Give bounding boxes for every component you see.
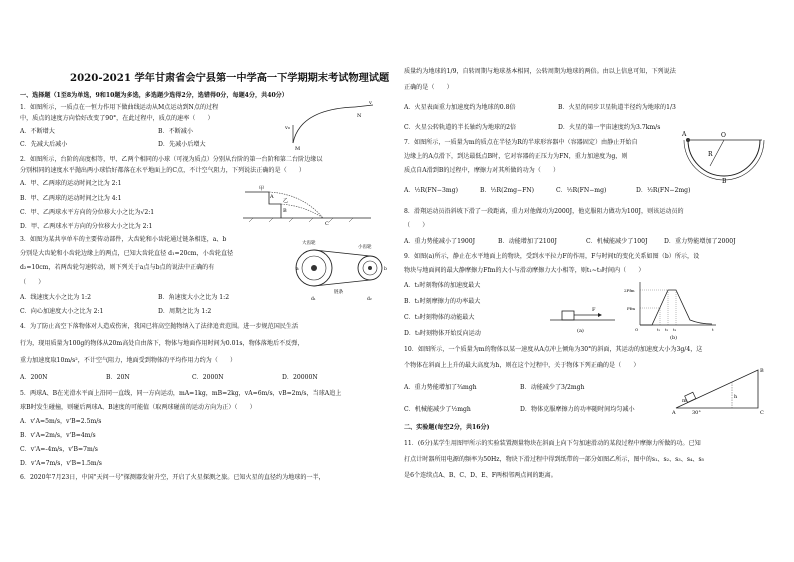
q4-line-1: 4．为了防止高空下落物体对人造成伤害，我国已将高空抛物纳入了法律追责范围。进一步规范国民生活 (20, 323, 299, 330)
q10-option-c: C．机械能减少了½mgh (404, 406, 471, 413)
fig3-label-small: 小齿轮 (358, 245, 372, 250)
fig7-label-r: R (708, 151, 713, 158)
fig2-label-c: C (325, 221, 329, 227)
fig9-label-b: (b) (670, 335, 678, 340)
q7-option-a: A．½R(FN−3mg) (404, 187, 458, 194)
q1-option-b: B．不断减小 (158, 128, 193, 135)
q7-option-d: D．½R(FN−2mg) (636, 187, 691, 194)
fig9-label-2ffm: 2Ffm (624, 288, 635, 293)
fig9-label-ffm: Ffm (627, 306, 636, 311)
q6-option-c: C．火星公转轨道的半长轴约为地球的2倍 (404, 124, 517, 131)
q11-line-1: 11．(6分)某学生用图甲所示的实验装置测量物块在斜面上向下匀加速滑动的某段过程中摩擦力所做的功。已知 (404, 440, 701, 447)
q5-option-a: A．v'A=5m/s，v'B=2.5m/s (20, 418, 102, 425)
fig1-label-v0: v₀ (285, 125, 290, 131)
q7-option-b: B．½R(2mg−FN) (480, 187, 535, 194)
fig3-label-d1: d₁ (311, 297, 316, 302)
figure-7-bowl (680, 128, 770, 184)
q8-option-d: D．重力势能增加了2000J (664, 238, 736, 245)
q4-line-2: 行为，现用质量为100g的物体从20m高处自由落下，物体与地面作用时间为0.01s，物体落地后不反弹， (20, 340, 304, 347)
q6-cont-line-1: 质量约为地球的1/9，自转周期与地球基本相同，公转周期为地球的两倍。由以上信息可知，下列说法 (404, 68, 676, 75)
q9-option-a: A．t₂时刻物体的加速度最大 (404, 282, 481, 289)
section-1-heading: 一、选择题（1至8为单选，9和10题为多选，多选题少选得2分，选错得0分，每题4分，共40分） (20, 92, 288, 99)
q8-line-2: （ ） (404, 222, 429, 229)
figure-1-curve (285, 97, 380, 157)
q2-line-1: 2．如图所示，台阶的高度相等，甲、乙两个相同的小球（可视为质点）分别从台阶的第一台阶和第二台阶边缘以 (20, 156, 323, 163)
fig1-label-v: v (369, 100, 372, 106)
figure-9-force (540, 280, 720, 340)
q3-line-1: 3．如图为某共享单车的主要传动部件，大齿轮和小齿轮通过链条相连，a、b (20, 236, 227, 243)
q2-option-a: A．甲、乙两球的运动时间之比为 2:1 (20, 180, 122, 187)
q2-option-d: D．甲、乙两球水平方向的分位移大小之比为 2:1 (20, 223, 153, 230)
q5-line-1: 5．两球A、B在光滑水平面上沿同一直线，同一方向运动，mA=1kg，mB=2kg，vA=6m/s，vB=2m/s，当球A追上 (20, 390, 342, 397)
q5-option-b: B．v'A=2m/s，v'B=4m/s (20, 432, 96, 439)
q9-line-2: 物块与地面间的最大静摩擦力Ffm的大小与滑动摩擦力大小相等，则t₁~t₃时间内（ ） (404, 267, 645, 274)
q7-option-c: C．½R(FN−mg) (556, 187, 607, 194)
q6-cont-line-2: 正确的是（ ） (404, 84, 453, 91)
q11-line-3: 是6个连续点A、B、C、D、E、F两相邻两点间的距离。 (404, 472, 557, 479)
q9-line-1: 9．如图(a)所示，静止在水平地面上的物块，受到水平拉力F的作用，F与时间t的变化关系如图（b）所示，设 (404, 253, 700, 260)
q5-line-2: 球B时发生碰撞，则碰后两球A、B速度的可能值（取两球碰前的运动方向为正）（ ） (20, 404, 256, 411)
q6-option-b: B．火星的同步卫星轨道半径约为地球的1/3 (558, 104, 676, 111)
fig9-label-t3: t₃ (673, 327, 677, 332)
q4-option-d: D．20000N (282, 374, 318, 381)
q10-option-d: D．物体克服摩擦力的功率随时间均匀减小 (520, 406, 635, 413)
fig2-label-b: B (283, 208, 287, 214)
fig10-label-angle: 30° (692, 410, 701, 416)
q10-line-2: 个物体在斜面上上升的最大高度为h，则在这个过程中，关于物体下列正确的是（ ） (404, 362, 640, 369)
fig9-label-t: t (712, 327, 714, 332)
fig10-label-c: C (760, 410, 764, 416)
q3-line-4: （ ） (20, 279, 45, 286)
q10-option-b: B．动能减少了3/2mgh (520, 384, 585, 391)
q3-option-a: A．线速度大小之比为 1:2 (20, 294, 91, 301)
fig7-label-a: A (682, 131, 687, 138)
fig3-label-d2: d₂ (367, 297, 372, 302)
q3-option-c: C．向心加速度大小之比为 2:1 (20, 308, 104, 315)
q7-line-2: 边缘上的A点滑下，到达最低点B时，它对容器的正压力为FN，重力加速度为g，则 (404, 153, 628, 160)
q4-option-b: B．20N (106, 374, 130, 381)
q2-line-2: 分别相同的速度水平抛出两小球恰好都落在水平地面上的C点，不计空气阻力，下列说法正确的是（ ） (20, 167, 305, 174)
fig3-label-chain: 链条 (334, 290, 343, 295)
q4-option-a: A．200N (20, 374, 48, 381)
section-2-heading: 二、实验题(每空2分，共16分) (404, 424, 490, 431)
q5-option-c: C．v'A=-4m/s，v'B=7m/s (20, 446, 98, 453)
fig9-label-f: F (592, 307, 596, 313)
fig3-label-big: 大齿轮 (302, 241, 316, 246)
figure-2-steps (243, 180, 373, 240)
q10-line-1: 10．如图所示，一个质量为m的物体以某一速度从A点冲上倾角为30°的斜面，其运动的加速度大小为3g/4，这 (404, 346, 703, 353)
q3-line-2: 分别是大齿轮和小齿轮边缘上的两点，已知大齿轮直径 d₁=20cm，小齿轮直径 (20, 250, 234, 257)
q6-line-1: 6．2020年7月23日，中国"天问一号"探测器发射升空，开启了火星探测之旅。已知火星的直径约为地球的一半， (20, 474, 325, 481)
fig2-label-a: A (270, 194, 274, 200)
q3-line-3: d₂=10cm，若两齿轮匀速转动，则下列关于a点与b点的说法中正确的有 (20, 264, 215, 271)
fig9-label-o: O (635, 327, 639, 332)
fig10-label-h: h (734, 394, 738, 400)
fig9-label-a: (a) (577, 328, 584, 334)
q8-line-1: 8．滑翔运动员沿斜坡下滑了一段距离，重力对他做功为2000J，他克服阻力做功为100J，则该运动员的 (404, 208, 684, 215)
fig7-label-o: O (721, 132, 726, 139)
q9-option-c: C．t₃时刻物体的动能最大 (404, 314, 475, 321)
q9-option-b: B．t₂时刻摩擦力的功率最大 (404, 298, 481, 305)
fig3-label-b: b (384, 267, 387, 272)
q3-option-d: D．周期之比为 1:2 (158, 308, 212, 315)
fig1-label-n: N (357, 113, 362, 119)
q2-option-c: C．甲、乙两球水平方向的分位移大小之比为√2:1 (20, 209, 155, 216)
q4-option-c: C．2000N (192, 374, 224, 381)
fig10-label-b: B (760, 368, 764, 374)
q7-line-1: 7．如图所示，一质量为m的质点在半径为R的半球形容器中（容器固定）由静止开始自 (404, 139, 638, 146)
q1-option-a: A．不断增大 (20, 128, 55, 135)
q5-option-d: D．v'A=7m/s，v'B=1.5m/s (20, 460, 102, 467)
fig1-label-m: M (295, 146, 301, 152)
page-title: 2020-2021 学年甘肃省会宁县第一中学高一下学期期末考试物理试题 (70, 72, 390, 84)
fig9-label-t2: t₂ (665, 327, 669, 332)
q8-option-c: C．机械能减少了100J (586, 238, 648, 245)
figure-10-incline (672, 364, 772, 416)
q1-option-d: D．先减小后增大 (158, 141, 206, 148)
q9-option-d: D．t₃时刻物体开始反向运动 (404, 330, 481, 337)
q8-option-b: B．动能增加了2100J (498, 238, 557, 245)
q6-option-d: D．火星的第一宇宙速度约为3.7km/s (558, 124, 661, 131)
q10-option-a: A．重力势能增加了¾mgh (404, 384, 477, 391)
fig3-label-a: a (296, 267, 299, 272)
figure-3-gears (292, 236, 400, 304)
fig2-label-yi: 乙 (283, 198, 289, 204)
q4-line-3: 重力加速度取10m/s²，不计空气阻力，地面受到物体的平均作用力约为（ ） (20, 357, 237, 364)
fig2-label-jia: 甲 (259, 186, 265, 192)
fig7-label-b: B (722, 178, 727, 184)
fig9-label-t1: t₁ (657, 327, 661, 332)
q11-line-2: 打点计时器所用电源的频率为50Hz，物块下滑过程中得到纸带的一部分如图乙所示，图中的s₁、s₂、s₃、s₄、s₅ (404, 456, 705, 463)
q1-line-1: 1．如图所示，一质点在一恒力作用下做曲线运动从M点运动到N点的过程 (20, 104, 219, 111)
q7-line-3: 质点自A滑到B的过程中，摩擦力对其所做的功为（ ） (404, 167, 560, 174)
q8-option-a: A．重力势能减小了1900J (404, 238, 476, 245)
q2-option-b: B．甲、乙两球的运动时间之比为 4:1 (20, 195, 122, 202)
fig10-label-m: m (682, 398, 687, 404)
q1-option-c: C．先减大后减小 (20, 141, 68, 148)
q6-option-a: A．火星表面重力加速度约为地球的0.8倍 (404, 104, 516, 111)
fig10-label-a: A (672, 410, 676, 416)
q1-line-2: 中，质点的速度方向恰好改变了90°，在此过程中，质点的速率（ ） (20, 115, 214, 122)
q3-option-b: B．角速度大小之比为 1:2 (158, 294, 230, 301)
